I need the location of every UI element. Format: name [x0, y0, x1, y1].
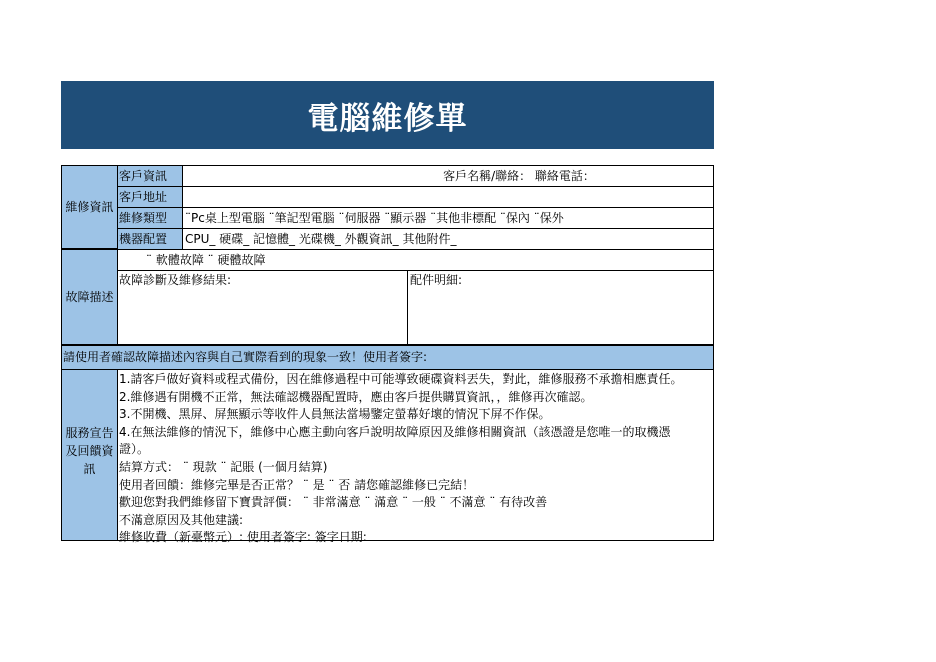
repair-info-section-label: 維修資訊	[61, 165, 118, 249]
service-line: 4.在無法維修的情況下，維修中心應主動向客戶說明故障原因及維修相關資訊（該憑證是您唯一的取機憑	[119, 424, 671, 439]
customer-address-value[interactable]	[182, 186, 714, 208]
service-line: 2.維修遇有開機不正常，無法確認機器配置時，應由客戶提供購買資訊，，維修再次確認。	[119, 389, 593, 404]
fee-signature-line[interactable]: 維修收費（新臺幣元）: 使用者簽字: 簽字日期:	[119, 530, 367, 545]
customer-info-value[interactable]	[182, 165, 714, 187]
suggestion-line[interactable]: 不滿意原因及其他建議:	[119, 512, 244, 527]
service-section-text: 服務宣告及回饋資訊	[65, 426, 114, 476]
machine-config-value[interactable]: CPU_ 硬碟_ 記憶體_ 光碟機_ 外觀資訊_ 其他附件_	[182, 228, 714, 250]
service-line: 證）。	[119, 442, 150, 457]
parts-label: 配件明細:	[410, 273, 463, 287]
repair-type-label: 維修類型	[117, 207, 183, 229]
repair-type-value[interactable]: ¨Pc桌上型電腦 ¨筆記型電腦 ¨伺服器 ¨顯示器 ¨其他非標配 ¨保內 ¨保外	[182, 207, 714, 229]
fault-section-label: 故障描述	[61, 249, 118, 345]
parts-box[interactable]	[407, 270, 714, 345]
user-feedback-line[interactable]: 使用者回饋：維修完畢是否正常？ ¨ 是 ¨ 否 請您確認維修已完結！	[119, 477, 475, 492]
service-section-label	[61, 369, 118, 541]
service-line: 3.不開機、黑屏、屏無顯示等收件人員無法當場鑒定螢幕好壞的情況下屏不作保。	[119, 407, 551, 422]
rating-line[interactable]: 歡迎您對我們維修留下寶貴評價： ¨ 非常滿意 ¨ 滿意 ¨ 一般 ¨ 不滿意 ¨ 有待改善	[119, 495, 548, 510]
diagnosis-box[interactable]	[117, 270, 408, 345]
customer-address-label: 客戶地址	[117, 186, 183, 208]
customer-info-text: 客戶名稱/聯絡： 聯絡電話：	[443, 169, 595, 183]
service-terms	[117, 369, 714, 545]
customer-info-label: 客戶資訊	[117, 165, 183, 187]
diagnosis-label: 故障診斷及維修結果:	[119, 273, 232, 287]
payment-method-line[interactable]: 結算方式： ¨ 現款 ¨ 記賬 (一個月結算)	[119, 459, 328, 474]
service-line: 1.請客戶做好資料或程式備份，因在維修過程中可能導致硬碟資料丟失，對此，維修服務不承擔相應責任。	[119, 372, 683, 386]
page-title: 電腦維修單	[61, 81, 714, 149]
confirm-row: 請使用者確認故障描述內容與自己實際看到的現象一致！使用者簽字:	[61, 345, 714, 370]
repair-form	[61, 165, 714, 545]
fault-type-line[interactable]: ¨ 軟體故障 ¨ 硬體故障	[117, 249, 714, 271]
machine-config-label: 機器配置	[117, 228, 183, 250]
